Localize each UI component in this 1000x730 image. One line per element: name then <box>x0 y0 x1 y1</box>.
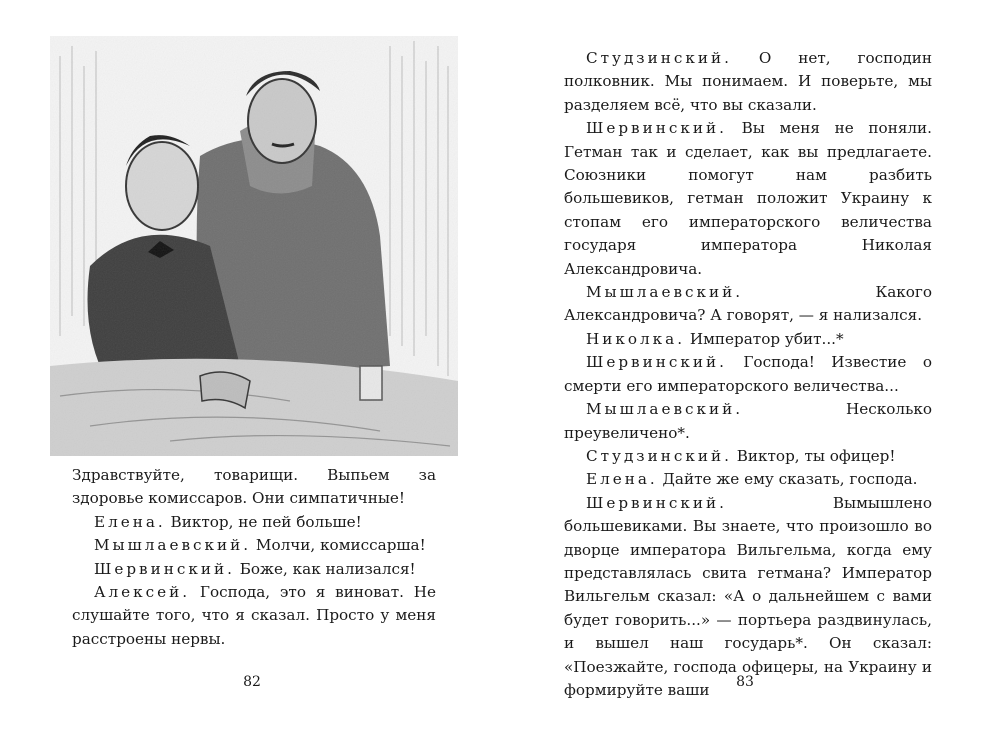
paragraph: Шервинский. Боже, как нализался! <box>94 559 416 578</box>
speaker-name: Мышлаевский. <box>586 400 744 419</box>
paragraph: Мышлаевский. Молчи, комиссарша! <box>94 536 426 555</box>
right-page <box>500 0 1000 730</box>
paragraph: Шервинский. Вы меня не поняли. Гетман так и сделает, как вы предлагаете. Союзники помогут нам разбить большевиков, гетман положит Украину к стопам его императорского величества государя императора Николая Александровича. <box>564 119 932 278</box>
speaker-name: Шервинский. <box>586 119 727 138</box>
speaker-name: Шервинский. <box>586 493 727 512</box>
paragraph: Мышлаевский. Какого Александровича? А говорят, — я нализался. <box>564 283 932 325</box>
speaker-name: Студзинский. <box>586 49 732 67</box>
speaker-name: Елена. <box>586 470 658 489</box>
speaker-name: Шервинский. <box>586 353 727 372</box>
speaker-name: Мышлаевский. <box>94 536 252 555</box>
paragraph: Алексей. Господа, это я виноват. Не слушайте того, что я сказал. Просто у меня расстроены нервы. <box>72 583 436 648</box>
paragraph: Студзинский. Виктор, ты офицер! <box>586 446 896 465</box>
page-number: 83 <box>736 674 754 690</box>
speaker-name: Елена. <box>94 512 166 531</box>
paragraph: Студзинский. О нет, господин полковник. Мы понимаем. И поверьте, мы разделяем всё, что вы сказали. <box>564 49 932 114</box>
paragraph: Елена. Дайте же ему сказать, господа. <box>586 470 918 489</box>
speaker-name: Мышлаевский. <box>586 283 744 302</box>
page-number: 82 <box>243 674 261 690</box>
speaker-name: Шервинский. <box>94 559 235 578</box>
right-page-text <box>564 47 932 702</box>
paragraph: Шервинский. Вымышлено большевиками. Вы знаете, что произошло во дворце императора Вильгельма, когда ему представлялась свита гетмана? Император Вильгельм сказал: «А о дальнейшем с вами будет говорить...» — портьера раздвинулась, и вышел наш государь*. Он сказал: «Поезжайте, господа офицеры, на Украину и формируйте ваши <box>564 493 932 699</box>
paragraph: Елена. Виктор, не пей больше! <box>94 512 362 531</box>
paragraph: Николка. Император убит...* <box>586 329 844 348</box>
paragraph: Шервинский. Господа! Известие о смерти его императорского величества... <box>564 353 932 395</box>
paragraph: Здравствуйте, товарищи. Выпьем за здоровье комиссаров. Они симпатичные! <box>72 466 436 508</box>
paragraph: Мышлаевский. Несколько преувеличено*. <box>564 400 932 442</box>
left-page-text <box>72 464 436 651</box>
speaker-name: Студзинский. <box>586 446 732 465</box>
speaker-name: Алексей. <box>94 583 191 602</box>
illustration-sketch-icon <box>50 36 458 456</box>
speaker-name: Николка. <box>586 329 686 348</box>
